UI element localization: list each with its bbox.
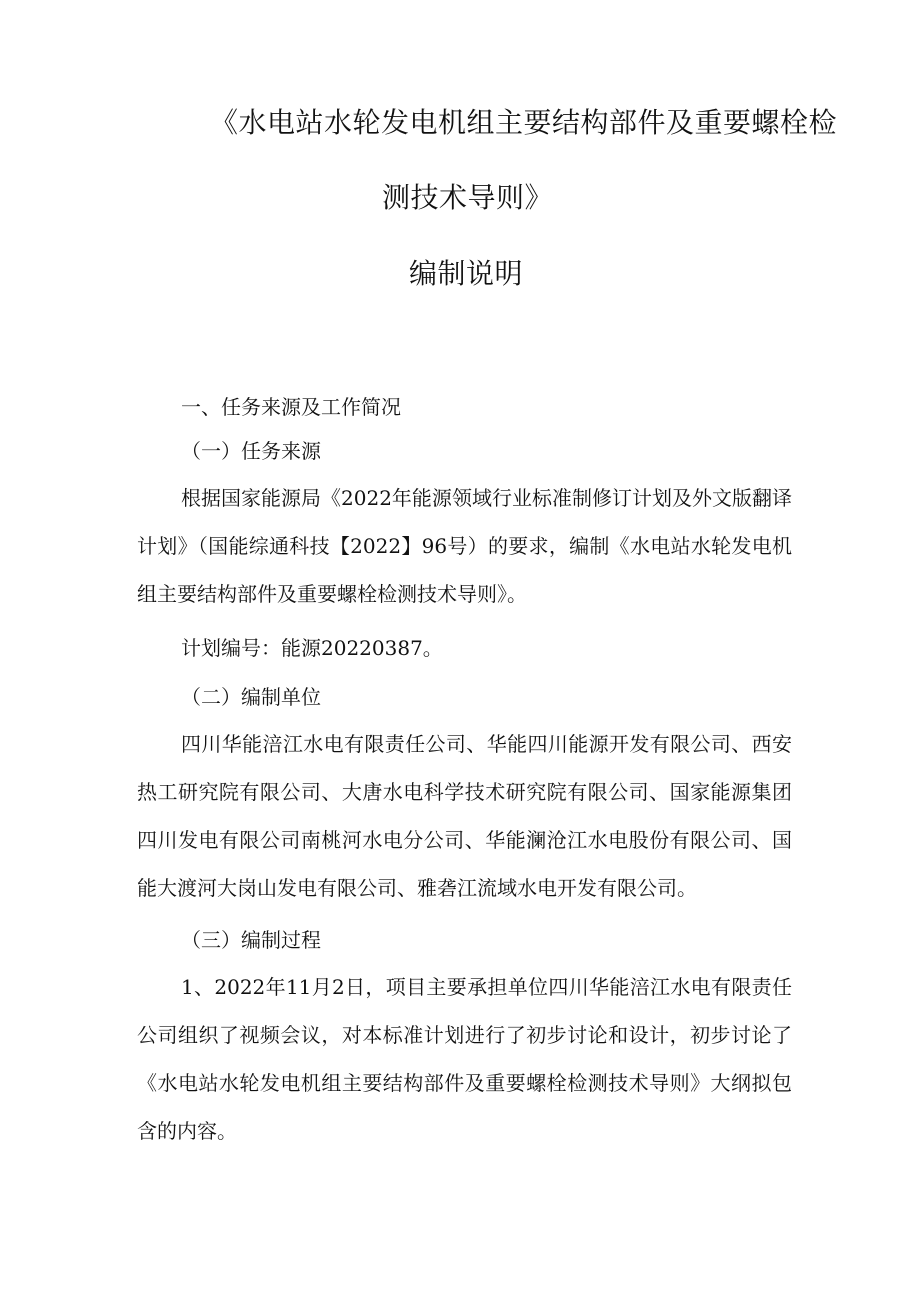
section-1-1-heading: （一）任务来源 xyxy=(181,439,321,463)
section-1-heading: 一、任务来源及工作简况 xyxy=(181,395,401,419)
section-1-1-paragraph: 根据国家能源局《2022年能源领域行业标准制修订计划及外文版翻译计划》（国能综通科技【2022】96号）的要求，编制《水电站水轮发电机组主要结构部件及重要螺栓检测技术导则》。 xyxy=(137,486,792,606)
section-1-3-heading: （三）编制过程 xyxy=(181,928,321,952)
document-title-line-1: 《水电站水轮发电机组主要结构部件及重要螺栓检 xyxy=(210,106,838,139)
plan-number: 计划编号：能源20220387。 xyxy=(181,636,443,660)
section-1-2-heading: （二）编制单位 xyxy=(181,685,321,709)
section-1-3-paragraph: 1、2022年11月2日，项目主要承担单位四川华能涪江水电有限责任公司组织了视频会议，对本标准计划进行了初步讨论和设计，初步讨论了《水电站水轮发电机组主要结构部件及重要螺栓检测技术导则》大纲拟包含的内容。 xyxy=(137,975,792,1143)
document-subtitle: 编制说明 xyxy=(409,257,524,290)
document-title-line-2: 测技术导则》 xyxy=(382,181,554,214)
section-1-2-paragraph: 四川华能涪江水电有限责任公司、华能四川能源开发有限公司、西安热工研究院有限公司、大唐水电科学技术研究院有限公司、国家能源集团四川发电有限公司南桃河水电分公司、华能澜沧江水电股份有限公司、国能大渡河大岗山发电有限公司、雅砻江流域水电开发有限公司。 xyxy=(137,732,792,900)
